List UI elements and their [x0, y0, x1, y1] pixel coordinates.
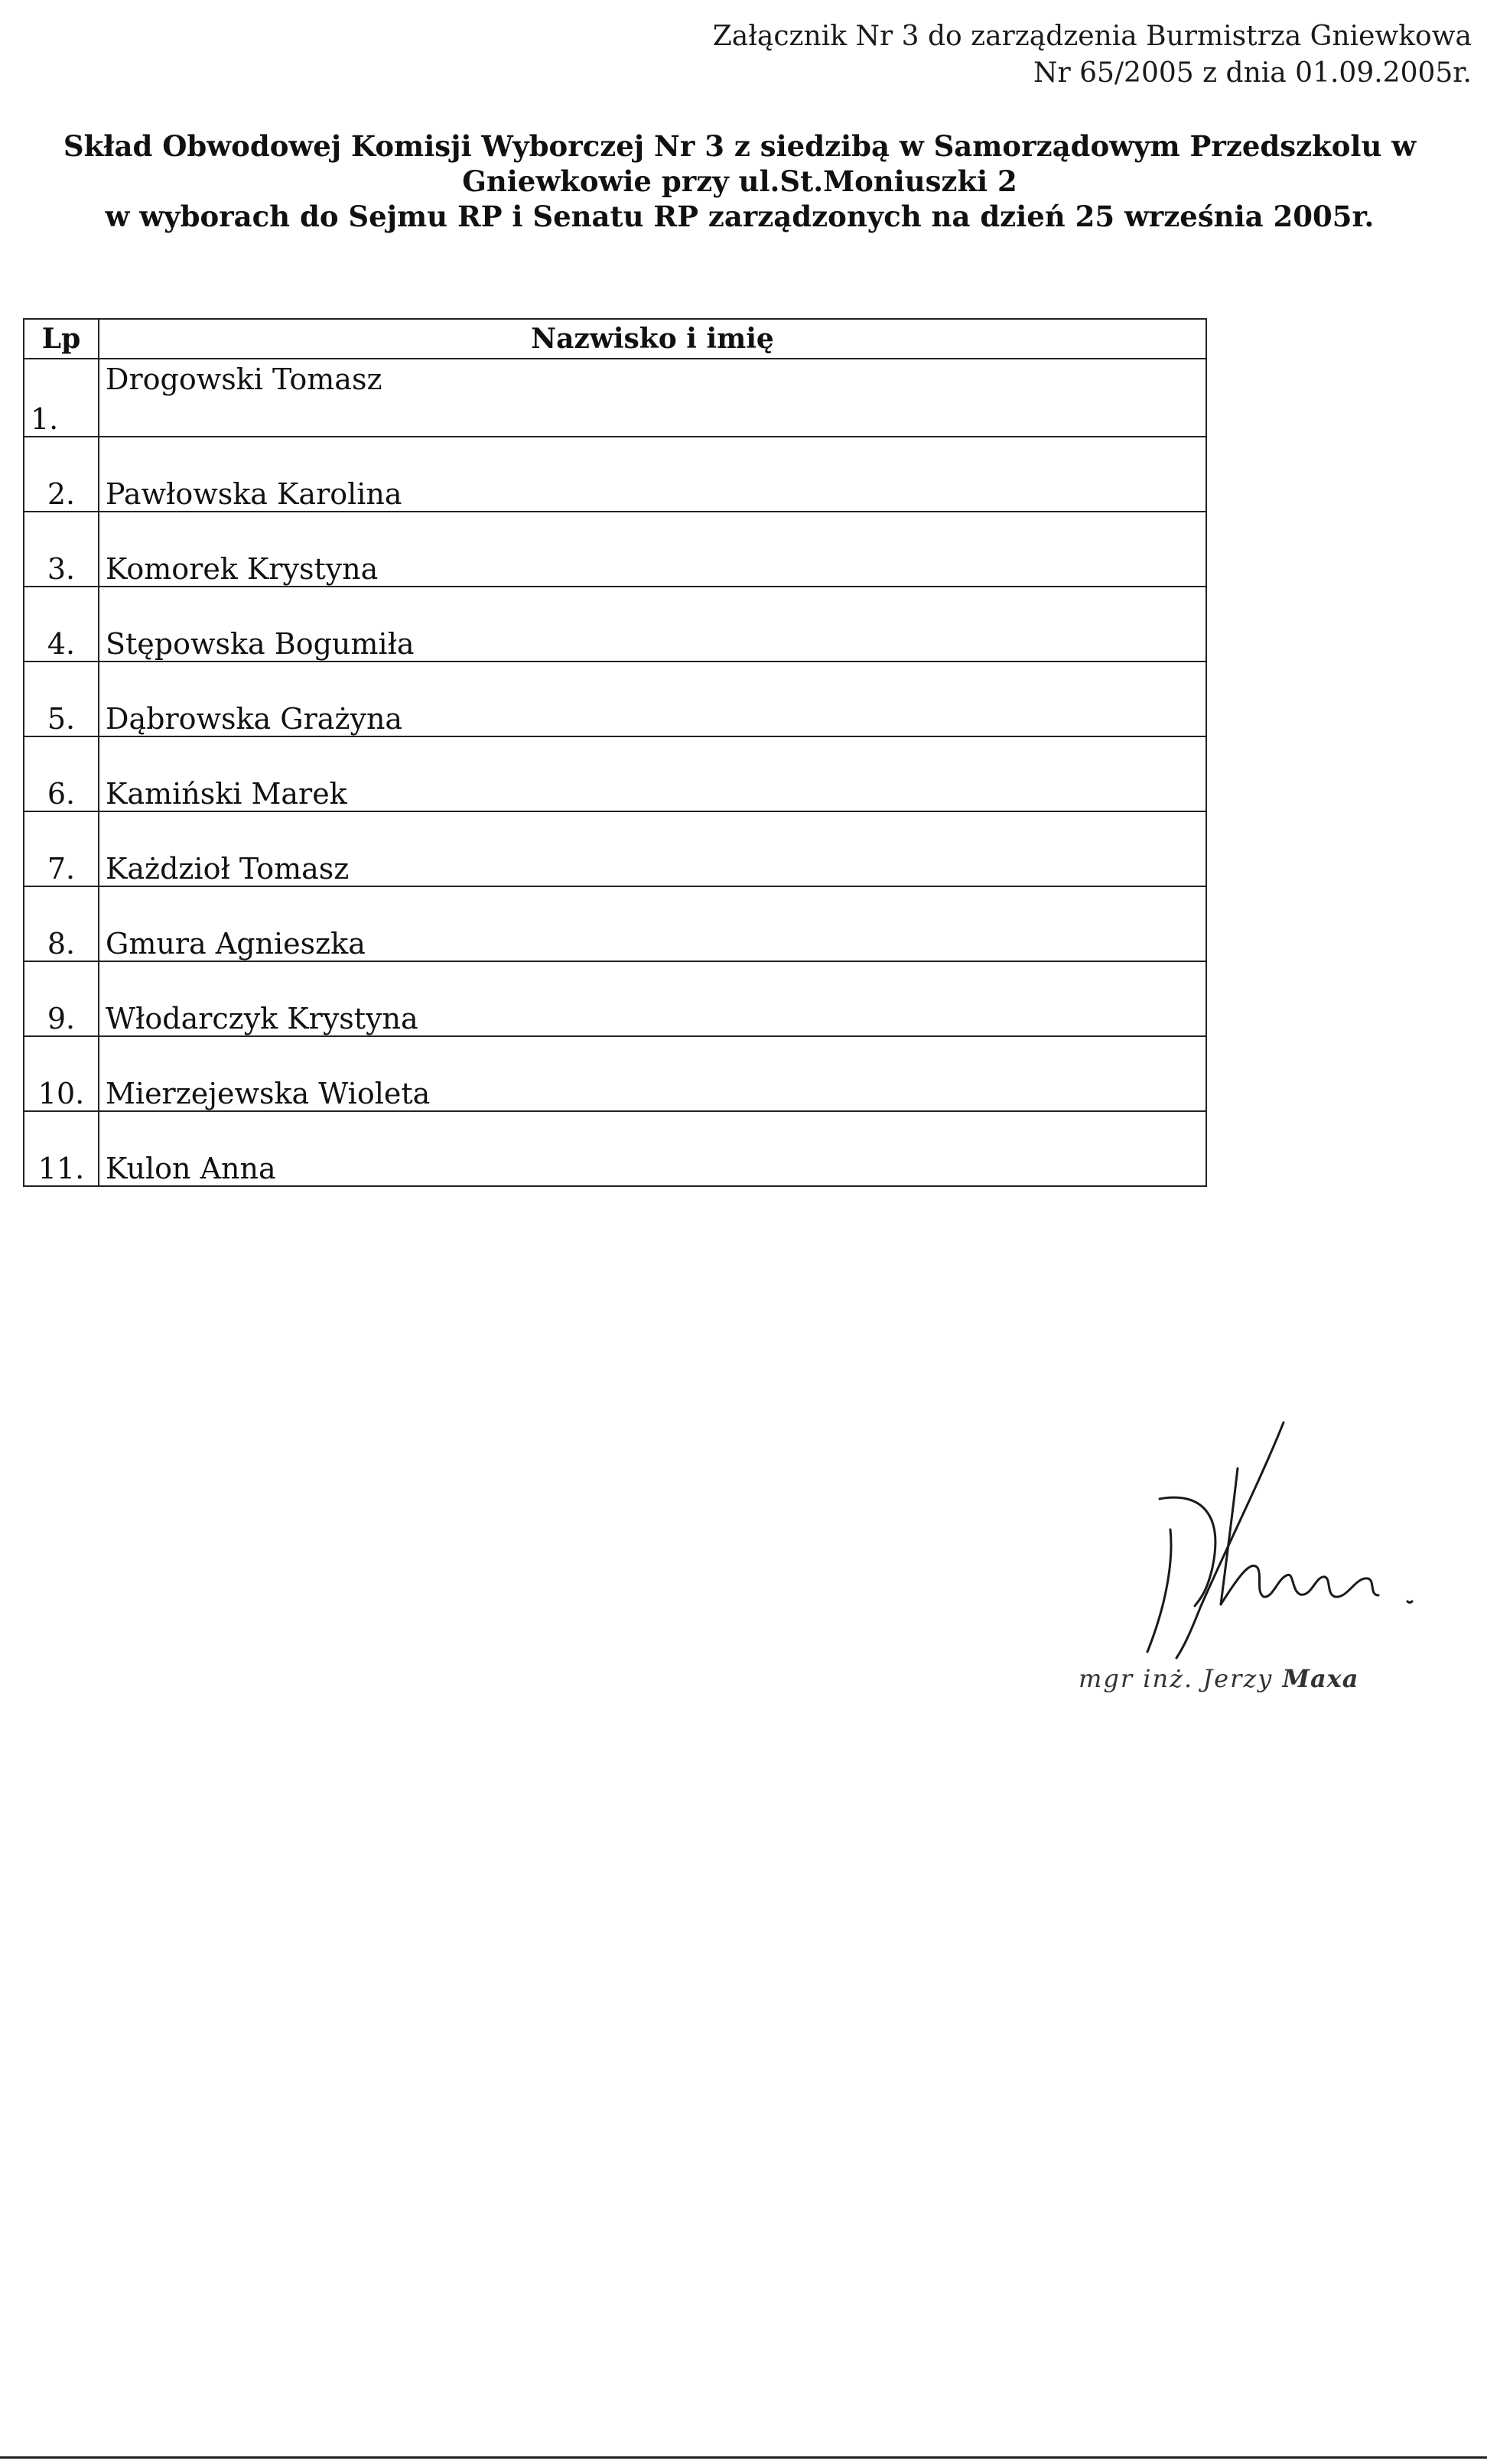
table-row: [24, 1036, 1206, 1111]
row-number: 9.: [24, 961, 99, 1036]
table-row: [24, 662, 1206, 736]
row-number: 6.: [24, 736, 99, 811]
member-name: Komorek Krystyna: [99, 512, 1206, 587]
members-table: [23, 318, 1207, 1187]
name-column-header: Nazwisko i imię: [99, 319, 1206, 359]
document-title-line2: Gniewkowie przy ul.St.Moniuszki 2: [462, 164, 1017, 198]
member-name: Kulon Anna: [99, 1111, 1206, 1186]
attachment-header-line2: Nr 65/2005 z dnia 01.09.2005r.: [1033, 57, 1472, 89]
table-row: [24, 886, 1206, 961]
table-row: [24, 736, 1206, 811]
table-row: [24, 961, 1206, 1036]
row-number: 10.: [24, 1036, 99, 1111]
handwritten-signature: [1086, 1415, 1438, 1659]
signer-stamp: [1079, 1664, 1358, 1693]
table-row: [24, 587, 1206, 662]
table-row: [24, 811, 1206, 886]
attachment-header: [713, 18, 1472, 92]
member-name: Każdzioł Tomasz: [99, 811, 1206, 886]
row-number: 3.: [24, 512, 99, 587]
member-name: Włodarczyk Krystyna: [99, 961, 1206, 1036]
attachment-header-line1: Załącznik Nr 3 do zarządzenia Burmistrza Gniewkowa: [712, 21, 1472, 52]
member-name: Dąbrowska Grażyna: [99, 662, 1206, 736]
document-title: [23, 128, 1456, 234]
signer-title-name: mgr inż. Jerzy: [1079, 1664, 1274, 1693]
row-number: 4.: [24, 587, 99, 662]
row-number: 2.: [24, 437, 99, 512]
member-name: Gmura Agnieszka: [99, 886, 1206, 961]
member-name: Drogowski Tomasz: [99, 359, 1206, 437]
table-row: [24, 1111, 1206, 1186]
document-title-line3: w wyborach do Sejmu RP i Senatu RP zarządzonych na dzień 25 września 2005r.: [105, 200, 1375, 233]
row-number: 7.: [24, 811, 99, 886]
member-name: Mierzejewska Wioleta: [99, 1036, 1206, 1111]
document-title-line1: Skład Obwodowej Komisji Wyborczej Nr 3 z siedzibą w Samorządowym Przedszkolu w: [63, 129, 1417, 163]
member-name: Kamiński Marek: [99, 736, 1206, 811]
signer-surname: Maxa: [1282, 1664, 1359, 1693]
member-name: Stępowska Bogumiła: [99, 587, 1206, 662]
table-row: [24, 437, 1206, 512]
table-row: [24, 359, 1206, 437]
lp-column-header: Lp: [24, 319, 99, 359]
row-number: 8.: [24, 886, 99, 961]
table-header-row: [24, 319, 1206, 359]
bottom-divider: [0, 2456, 1487, 2459]
row-number: 5.: [24, 662, 99, 736]
row-number: 1.: [24, 359, 99, 437]
table-row: [24, 512, 1206, 587]
member-name: Pawłowska Karolina: [99, 437, 1206, 512]
row-number: 11.: [24, 1111, 99, 1186]
